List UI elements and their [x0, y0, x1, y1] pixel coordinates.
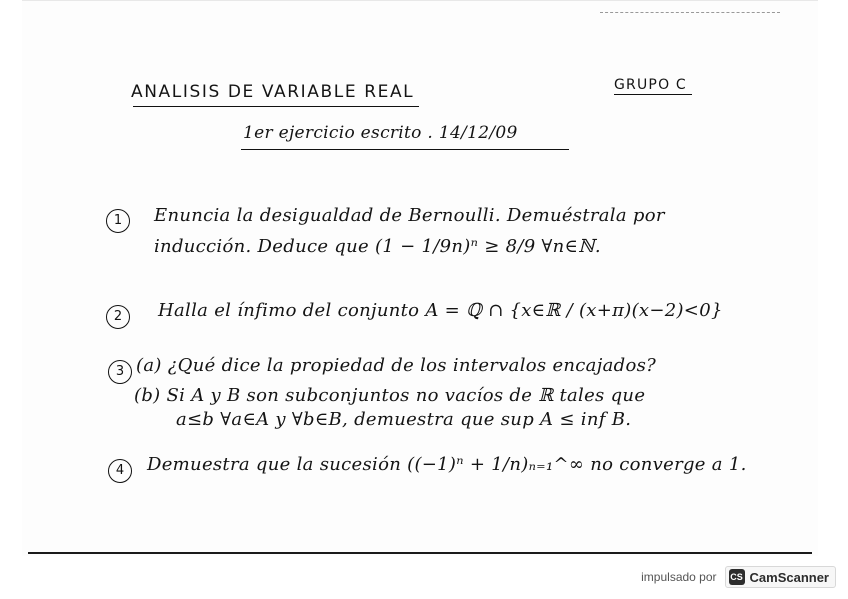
- exercise-1-line-1: Enuncia la desigualdad de Bernoulli. Demuéstrala por: [154, 205, 665, 226]
- exercise-1-line-2: inducción. Deduce que (1 − 1/9n)ⁿ ≥ 8/9 ∀n∈ℕ.: [154, 236, 601, 257]
- page-bottom-edge: [28, 552, 812, 554]
- exercise-3-line-2: (b) Si A y B son subconjuntos no vacíos de ℝ tales que: [134, 385, 646, 406]
- exam-subtitle: 1er ejercicio escrito . 14/12/09: [243, 123, 518, 143]
- watermark-label: impulsado por: [641, 570, 717, 584]
- camscanner-logo-icon: CS: [729, 569, 745, 585]
- scanner-watermark: [641, 567, 836, 587]
- exercise-2-line-1: Halla el ínfimo del conjunto A = ℚ ∩ {x∈ℝ / (x+π)(x−2)<0}: [158, 300, 723, 321]
- exercise-number-2: 2: [106, 305, 130, 329]
- top-edge-marks: [600, 12, 780, 15]
- exercise-number-1: 1: [106, 209, 130, 233]
- exercise-number-4: 4: [108, 459, 132, 483]
- exercise-3-line-3: a≤b ∀a∈A y ∀b∈B, demuestra que sup A ≤ inf B.: [176, 409, 632, 430]
- subtitle-underline: [241, 149, 569, 150]
- exercise-3-line-1: (a) ¿Qué dice la propiedad de los intervalos encajados?: [136, 355, 657, 376]
- exercise-4-line-1: Demuestra que la sucesión ((−1)ⁿ + 1/n)ₙ₌₁^∞ no converge a 1.: [147, 454, 747, 475]
- group-underline: [614, 94, 692, 95]
- title-underline: [133, 106, 419, 107]
- exam-group: GRUPO C: [614, 77, 687, 93]
- camscanner-badge: [725, 566, 836, 588]
- camscanner-brand-name: CamScanner: [749, 569, 829, 585]
- exam-title: ANALISIS DE VARIABLE REAL: [131, 82, 415, 102]
- exercise-number-3: 3: [108, 360, 132, 384]
